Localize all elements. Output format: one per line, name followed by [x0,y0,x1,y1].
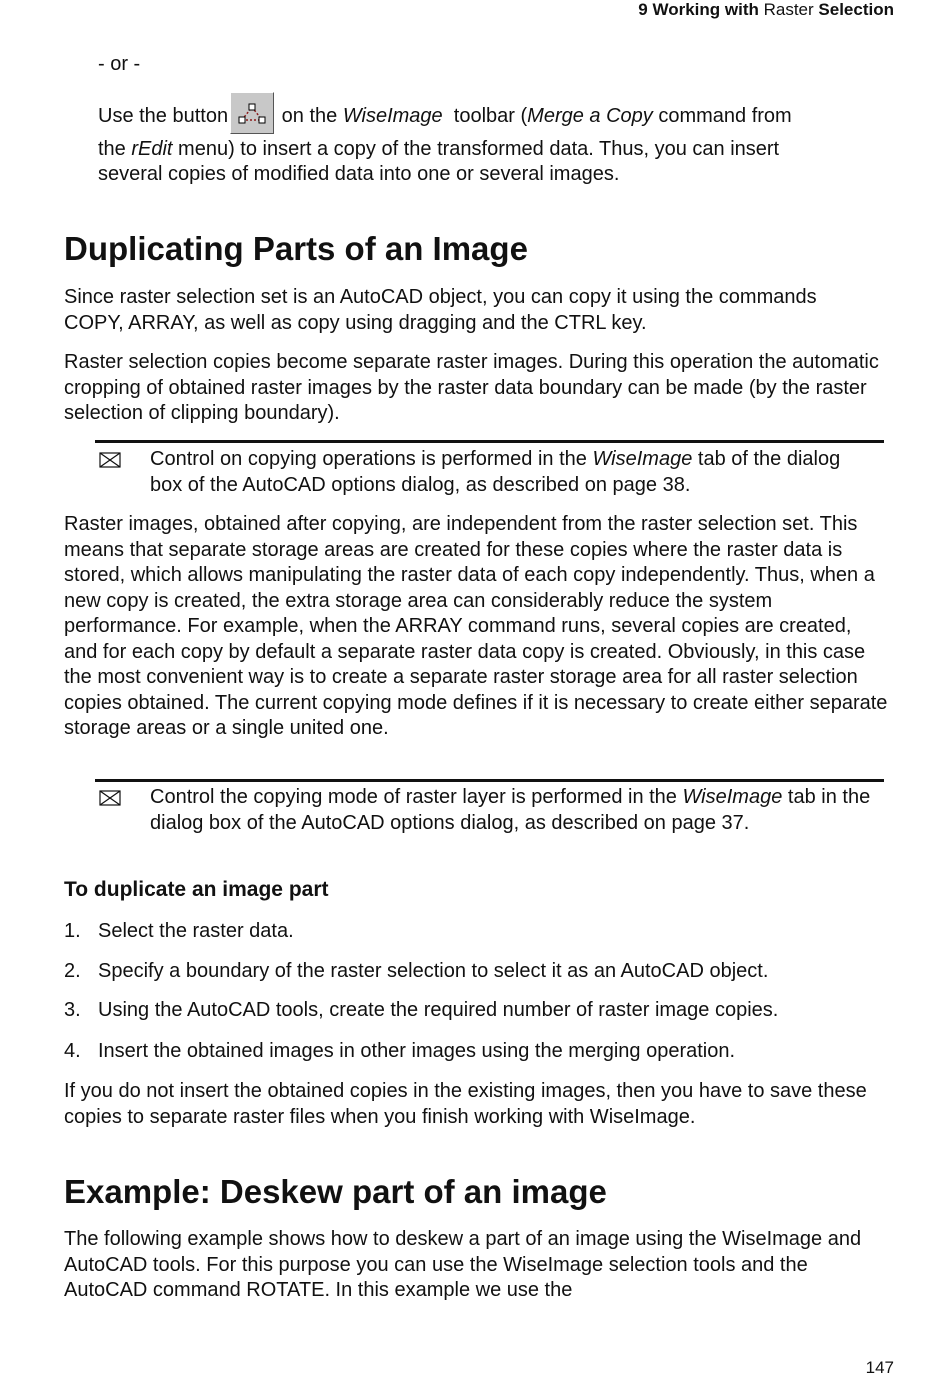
intro-use-text: Use the button [98,105,229,127]
intro-command-from: command from [652,105,792,127]
section-title-duplicating: Duplicating Parts of an Image [64,230,528,267]
step-number: 2. [64,960,81,982]
intro-line-2 [98,137,888,163]
note-1: Control on copying operations is performed in the WiseImage tab of the dialog box of the AutoCAD options dialog, as described on page 38. [150,448,841,496]
note-envelope-icon [99,452,121,468]
step-number: 1. [64,920,81,942]
note-2: Control the copying mode of raster layer is performed in the WiseImage tab in the dialog box of the AutoCAD options dialog, as described on page 37. [150,786,871,834]
step-number: 3. [64,999,81,1021]
paragraph-1: Since raster selection set is an AutoCAD object, you can copy it using the commands COPY, ARRAY, as well as copy using dragging and the CTRL key. [64,286,817,334]
note-divider-2 [95,779,884,782]
note-divider-1 [95,440,884,443]
or-line: - or - [98,53,141,75]
step-text: Select the raster data. [98,920,294,942]
merge-copy-button[interactable] [230,92,274,134]
intro-wiseimage: WiseImage [342,105,443,127]
header-chapter-bold: 9 Working with [638,0,759,19]
step-text: Insert the obtained images in other images using the merging operation. [98,1040,736,1062]
intro-redit: rEdit [131,138,173,160]
step-number: 4. [64,1040,81,1062]
merge-copy-icon [231,93,273,133]
intro-merge-copy: Merge a Copy [527,105,653,127]
note-envelope-icon [99,790,121,806]
step-text: Specify a boundary of the raster selection to select it as an AutoCAD object. [98,960,769,982]
intro-line-3: several copies of modified data into one or several images. [98,163,620,185]
running-header [638,0,894,20]
intro-line-1 [98,94,888,138]
paragraph-3: Raster images, obtained after copying, are independent from the raster selection set. This means that separate storage areas are created for these copies where the raster data is stored, which allows manipulating the raster data of each copy independently. Thus, when a new copy is created, the extra storage area can considerably reduce the system performance. For example, when the ARRAY command runs, several copies are created, and for each copy by default a separate raster data copy is created. Obviously, in this case the most convenient way is to create a separate raster storage area for all raster selection copies obtained. The current copying mode defines if it is necessary to create either separate storage areas or a single united one. [64,513,888,739]
page-number: 147 [865,1358,894,1377]
header-chapter-bold2: Selection [818,0,894,19]
section-title-example: Example: Deskew part of an image [64,1173,607,1210]
intro-the: the [98,138,132,160]
intro-on-the: on the [276,105,343,127]
procedure-title: To duplicate an image part [64,878,329,901]
paragraph-5: The following example shows how to deskew a part of an image using the WiseImage and AutoCAD tools. For this purpose you can use the WiseImage selection tools and the AutoCAD command ROTATE. In this example we use the [64,1228,862,1301]
intro-line2-rest: menu) to insert a copy of the transformed data. Thus, you can insert [172,138,780,160]
header-chapter-normal: Raster [763,0,814,19]
paragraph-4: If you do not insert the obtained copies in the existing images, then you have to save these copies to separate raster files when you finish working with WiseImage. [64,1080,867,1128]
paragraph-2: Raster selection copies become separate raster images. During this operation the automatic cropping of obtained raster images by the raster data boundary can be made (by the raster selection of clipping boundary). [64,351,879,424]
step-text: Using the AutoCAD tools, create the required number of raster image copies. [98,999,779,1021]
intro-toolbar-text: toolbar ( [442,105,528,127]
